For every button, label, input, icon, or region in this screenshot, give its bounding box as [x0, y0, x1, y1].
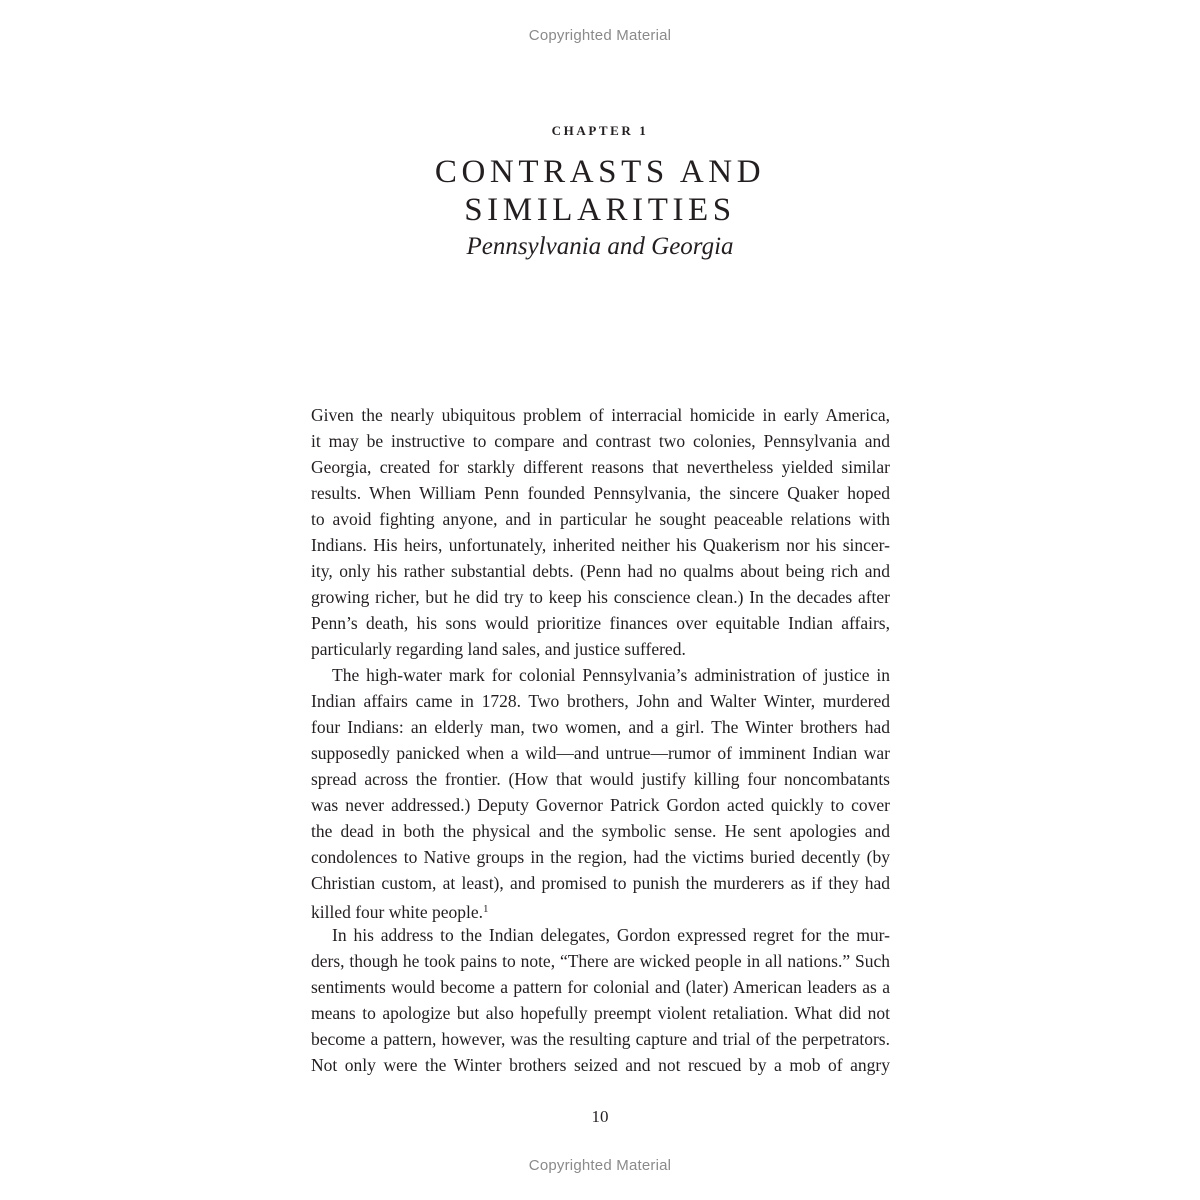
body-line: In his address to the Indian delegates, Gordon expressed regret for the mur-: [332, 925, 890, 945]
chapter-title-line-2: SIMILARITIES: [464, 192, 736, 228]
body-line: Christian custom, at least), and promised to punish the murderers as if they had: [311, 873, 890, 893]
body-line: condolences to Native groups in the region, had the victims buried decently (by: [311, 847, 890, 867]
body-line: results. When William Penn founded Pennsylvania, the sincere Quaker hoped: [311, 483, 890, 503]
copyright-watermark-top: Copyrighted Material: [528, 27, 672, 44]
page-number: 10: [591, 1107, 609, 1126]
body-line-text: killed four white people.: [311, 902, 484, 922]
footnote-marker: 1: [483, 903, 489, 915]
body-line: spread across the frontier. (How that would justify killing four noncombatants: [311, 769, 890, 789]
body-line: The high-water mark for colonial Pennsylvania’s administration of justice in: [332, 665, 890, 685]
body-line: sentiments would become a pattern for colonial and (later) American leaders as a: [311, 977, 890, 997]
body-line: to avoid fighting anyone, and in particular he sought peaceable relations with: [311, 509, 890, 529]
body-line: four Indians: an elderly man, two women, and a girl. The Winter brothers had: [311, 717, 890, 737]
body-line: was never addressed.) Deputy Governor Patrick Gordon acted quickly to cover: [311, 795, 890, 815]
body-line: become a pattern, however, was the resulting capture and trial of the perpetrators.: [311, 1029, 890, 1049]
body-line: supposedly panicked when a wild—and untrue—rumor of imminent Indian war: [311, 743, 890, 763]
chapter-subtitle: Pennsylvania and Georgia: [466, 233, 734, 260]
body-line: it may be instructive to compare and contrast two colonies, Pennsylvania and: [311, 431, 890, 451]
chapter-title: [0, 153, 1200, 229]
body-text: [311, 402, 890, 1078]
body-line: ders, though he took pains to note, “There are wicked people in all nations.” Such: [311, 951, 890, 971]
body-line: Penn’s death, his sons would prioritize finances over equitable Indian affairs,: [311, 613, 890, 633]
chapter-title-line-1: CONTRASTS AND: [434, 154, 766, 190]
body-line: Georgia, created for starkly different reasons that nevertheless yielded similar: [311, 457, 890, 477]
body-line: Not only were the Winter brothers seized and not rescued by a mob of angry: [311, 1055, 890, 1075]
body-line: growing richer, but he did try to keep his conscience clean.) In the decades after: [311, 587, 890, 607]
body-line: means to apologize but also hopefully preempt violent retaliation. What did not: [311, 1003, 890, 1023]
body-line: Given the nearly ubiquitous problem of interracial homicide in early America,: [311, 405, 890, 425]
chapter-label: CHAPTER 1: [551, 123, 649, 138]
copyright-watermark-bottom: Copyrighted Material: [528, 1157, 672, 1174]
body-line: ity, only his rather substantial debts. (Penn had no qualms about being rich and: [311, 561, 890, 581]
body-line-with-footnote: [311, 896, 890, 922]
body-line: the dead in both the physical and the symbolic sense. He sent apologies and: [311, 821, 890, 841]
body-line: Indian affairs came in 1728. Two brothers, John and Walter Winter, murdered: [311, 691, 890, 711]
body-line: particularly regarding land sales, and justice suffered.: [311, 639, 686, 659]
body-line: Indians. His heirs, unfortunately, inherited neither his Quakerism nor his sincer-: [311, 535, 890, 555]
